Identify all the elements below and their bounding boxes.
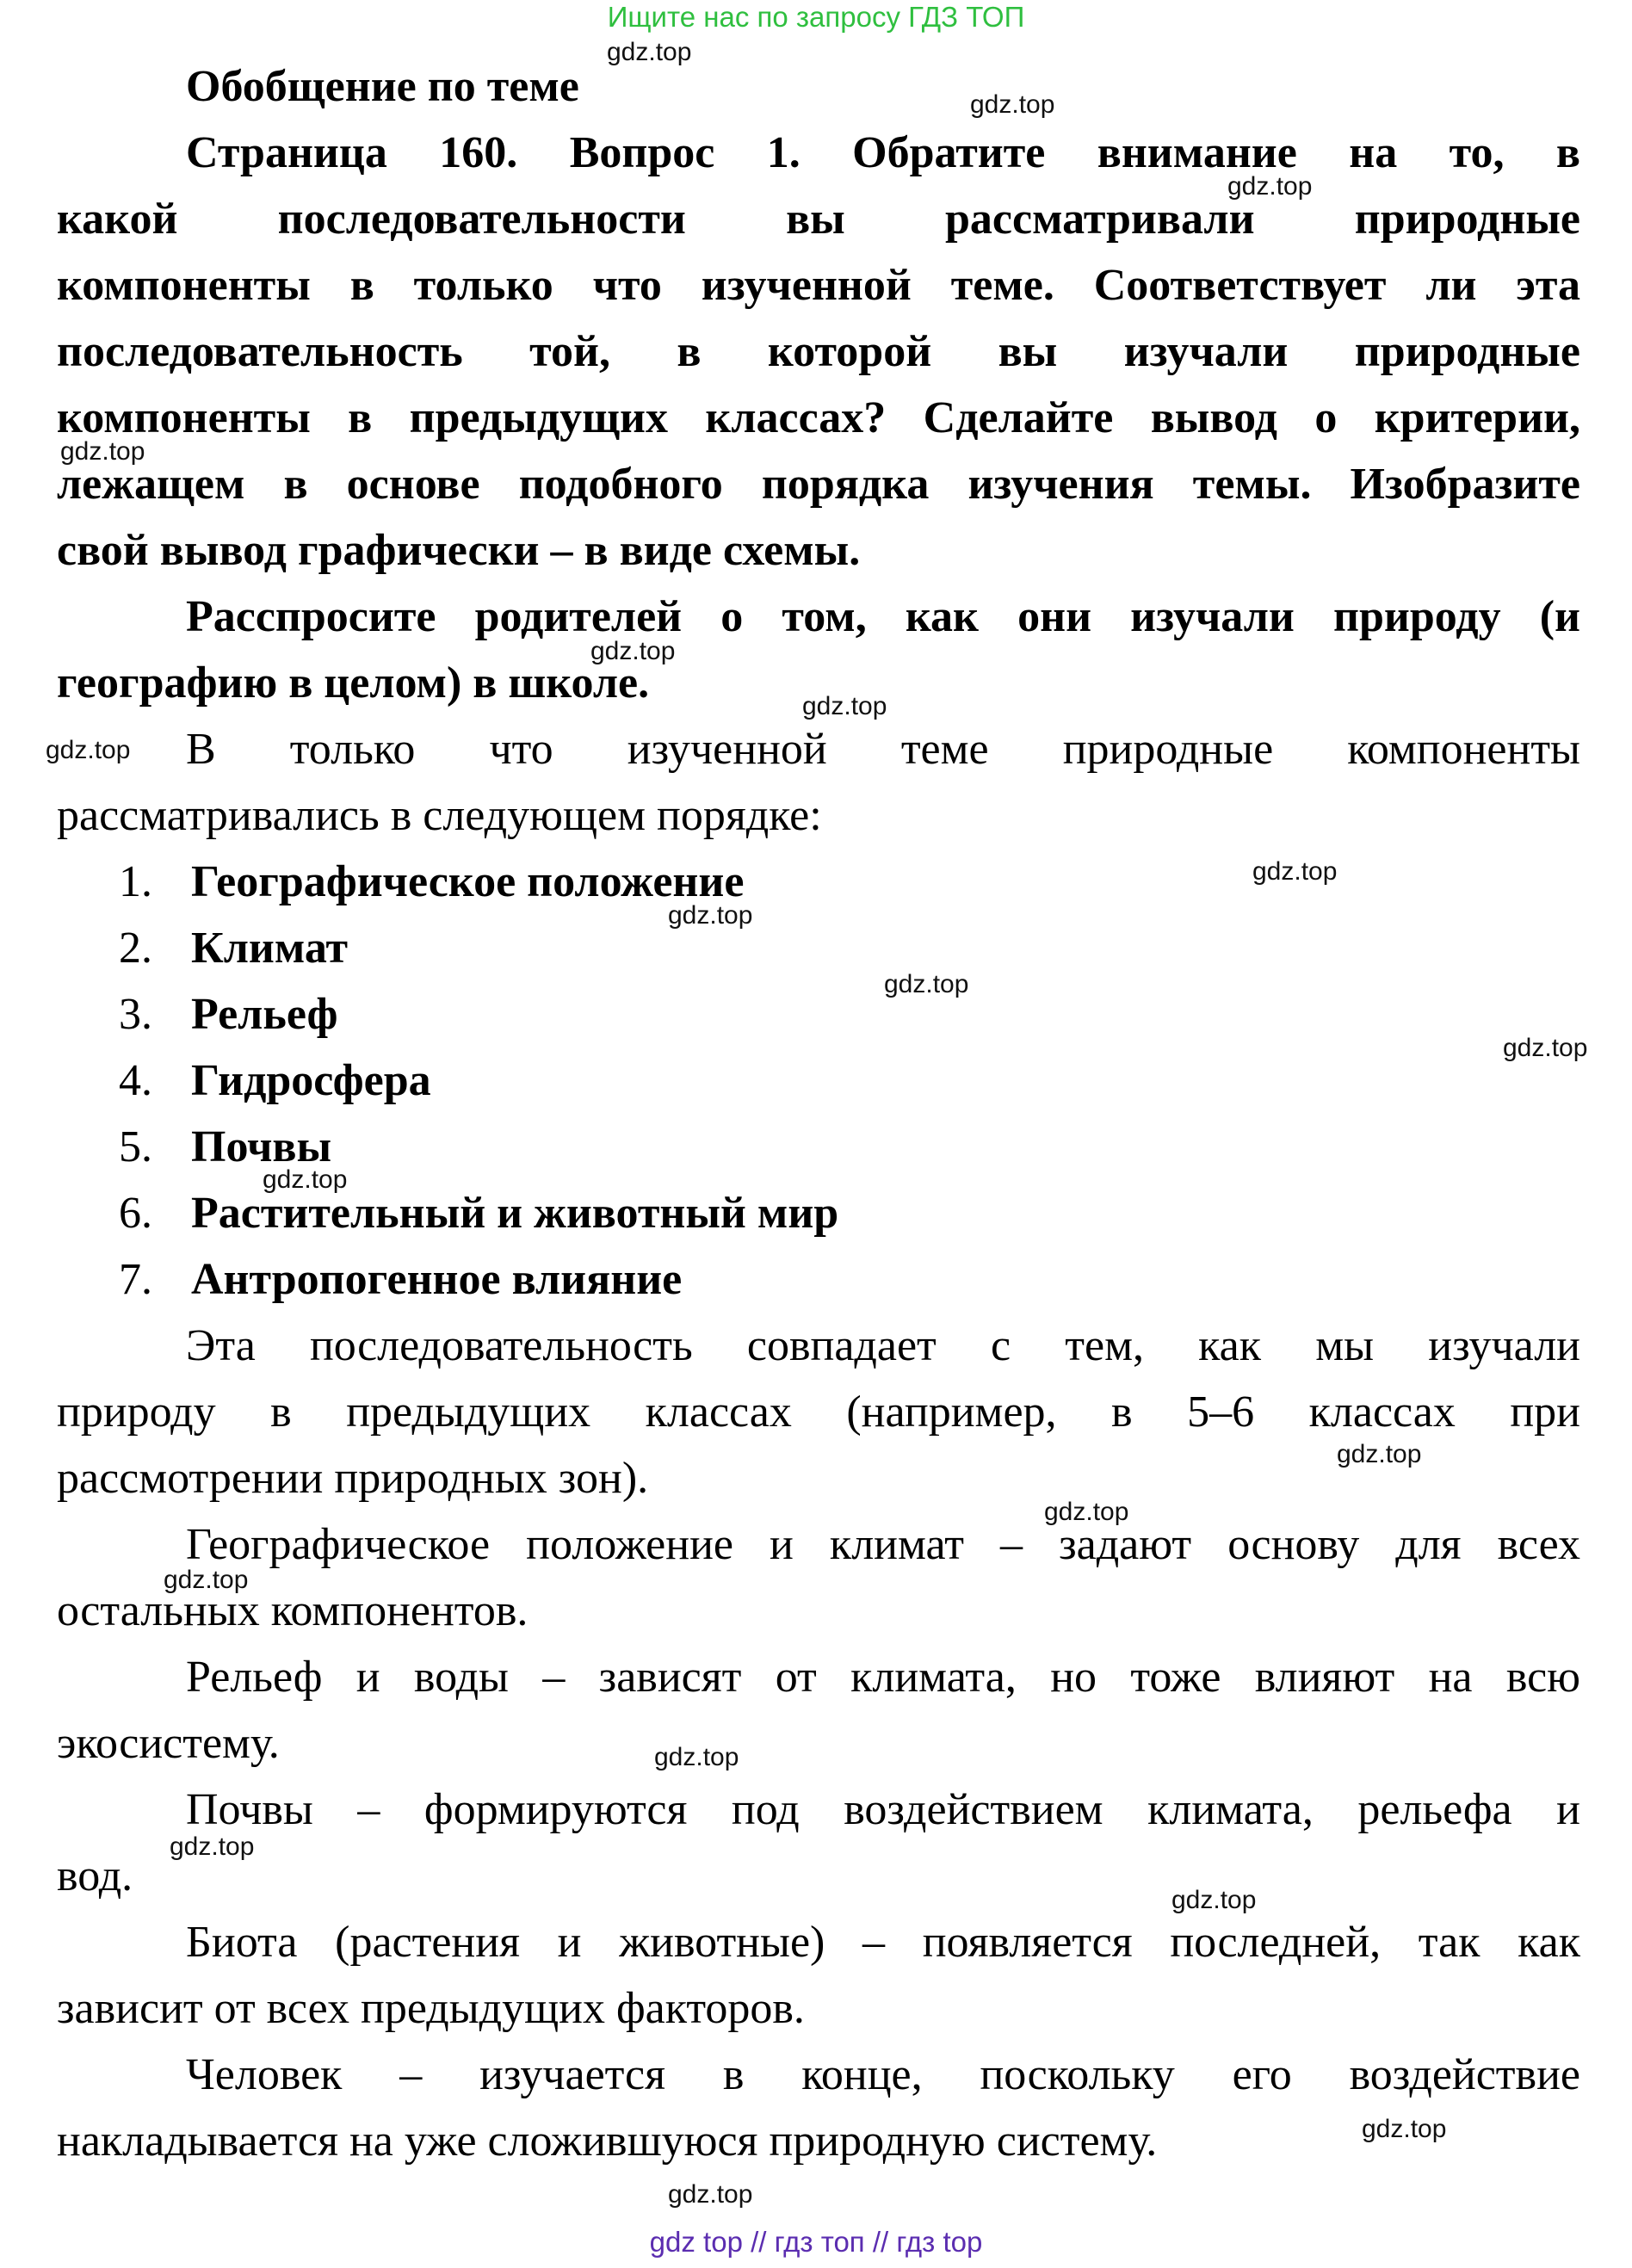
question-block — [57, 120, 1580, 716]
explanation-paragraph — [57, 2042, 1580, 2174]
document-body — [57, 53, 1580, 2174]
question-line: какой последовательности вы рассматривали природные — [57, 195, 1580, 244]
paragraph-line: Почвы – формируются под воздействием климата, рельефа и — [186, 1785, 1580, 1834]
paragraph-line: природу в предыдущих классах (например, в 5–6 классах при — [57, 1387, 1580, 1437]
answer-line: В только что изученной теме природные компоненты — [186, 725, 1580, 774]
list-item: 5. Почвы — [119, 1122, 332, 1171]
explanation-paragraph — [57, 1777, 1580, 1909]
explanation-paragraph — [57, 1909, 1580, 2042]
watermark: gdz.top — [1337, 1440, 1422, 1468]
list-item: 7. Антропогенное влияние — [119, 1255, 683, 1304]
watermark: gdz.top — [970, 90, 1055, 119]
paragraph-line: рассмотрении природных зон). — [57, 1454, 649, 1503]
search-banner: Ищите нас по запросу ГДЗ ТОП — [607, 1, 1025, 33]
components-list — [57, 849, 1580, 1313]
watermark: gdz.top — [1171, 1886, 1257, 1914]
paragraph-line: экосистему. — [57, 1719, 280, 1768]
watermark: gdz.top — [1362, 2115, 1447, 2143]
paragraph-line: накладывается на уже сложившуюся природную систему. — [57, 2117, 1158, 2166]
watermark: gdz.top — [668, 2180, 753, 2209]
watermark: gdz.top — [1252, 857, 1338, 886]
watermark: gdz.top — [590, 637, 676, 665]
answer-intro — [57, 716, 1580, 849]
watermark: gdz.top — [1227, 172, 1313, 201]
paragraph-line: Эта последовательность совпадает с тем, как мы изучали — [186, 1321, 1580, 1370]
list-item: 1. Географическое положение — [119, 857, 745, 906]
watermark: gdz.top — [46, 736, 131, 764]
paragraph-line: остальных компонентов. — [57, 1586, 529, 1635]
watermark: gdz.top — [1503, 1034, 1588, 1062]
list-item: 3. Рельеф — [119, 990, 338, 1039]
explanation-paragraph — [57, 1313, 1580, 1511]
watermark: gdz.top — [654, 1743, 739, 1771]
explanation-paragraph — [57, 1511, 1580, 1644]
watermark: gdz.top — [884, 970, 969, 998]
list-item: 4. Гидросфера — [119, 1056, 431, 1105]
paragraph-line: Географическое положение и климат – задают основу для всех — [186, 1520, 1580, 1569]
paragraph-line: вод. — [57, 1851, 133, 1900]
question-line: Расспросите родителей о том, как они изучали природу (и — [186, 592, 1580, 641]
watermark: gdz.top — [164, 1566, 249, 1594]
answer-line: рассматривались в следующем порядке: — [57, 791, 822, 840]
paragraph-line: Биота (растения и животные) – появляется последней, так как — [186, 1918, 1580, 1967]
list-item: 6. Растительный и животный мир — [119, 1189, 839, 1238]
list-item: 2. Климат — [119, 924, 349, 973]
explanation-paragraph — [57, 1644, 1580, 1777]
question-line: географию в целом) в школе. — [57, 658, 650, 708]
question-line: компоненты в предыдущих классах? Сделайте вывод о критерии, — [57, 393, 1580, 442]
paragraph-line: Рельеф и воды – зависят от климата, но тоже влияют на всю — [186, 1653, 1580, 1702]
watermark: gdz.top — [170, 1832, 255, 1861]
watermark: gdz.top — [1044, 1498, 1129, 1526]
watermark: gdz.top — [263, 1165, 348, 1194]
watermark: gdz.top — [607, 38, 692, 66]
question-line: лежащем в основе подобного порядка изучения темы. Изобразите — [57, 460, 1580, 509]
question-line: Страница 160. Вопрос 1. Обратите внимание на то, в — [186, 128, 1580, 177]
question-line: свой вывод графически – в виде схемы. — [57, 526, 861, 575]
watermark: gdz.top — [60, 437, 145, 466]
paragraph-line: зависит от всех предыдущих факторов. — [57, 1984, 805, 2033]
watermark: gdz.top — [668, 901, 753, 930]
footer-watermark: gdz top // гдз топ // гдз top — [649, 2226, 983, 2258]
question-line: компоненты в только что изученной теме. Соответствует ли эта — [57, 261, 1580, 310]
watermark: gdz.top — [802, 692, 887, 720]
section-heading: Обобщение по теме — [186, 62, 579, 111]
question-line: последовательность той, в которой вы изучали природные — [57, 327, 1580, 376]
paragraph-line: Человек – изучается в конце, поскольку его воздействие — [186, 2050, 1580, 2099]
